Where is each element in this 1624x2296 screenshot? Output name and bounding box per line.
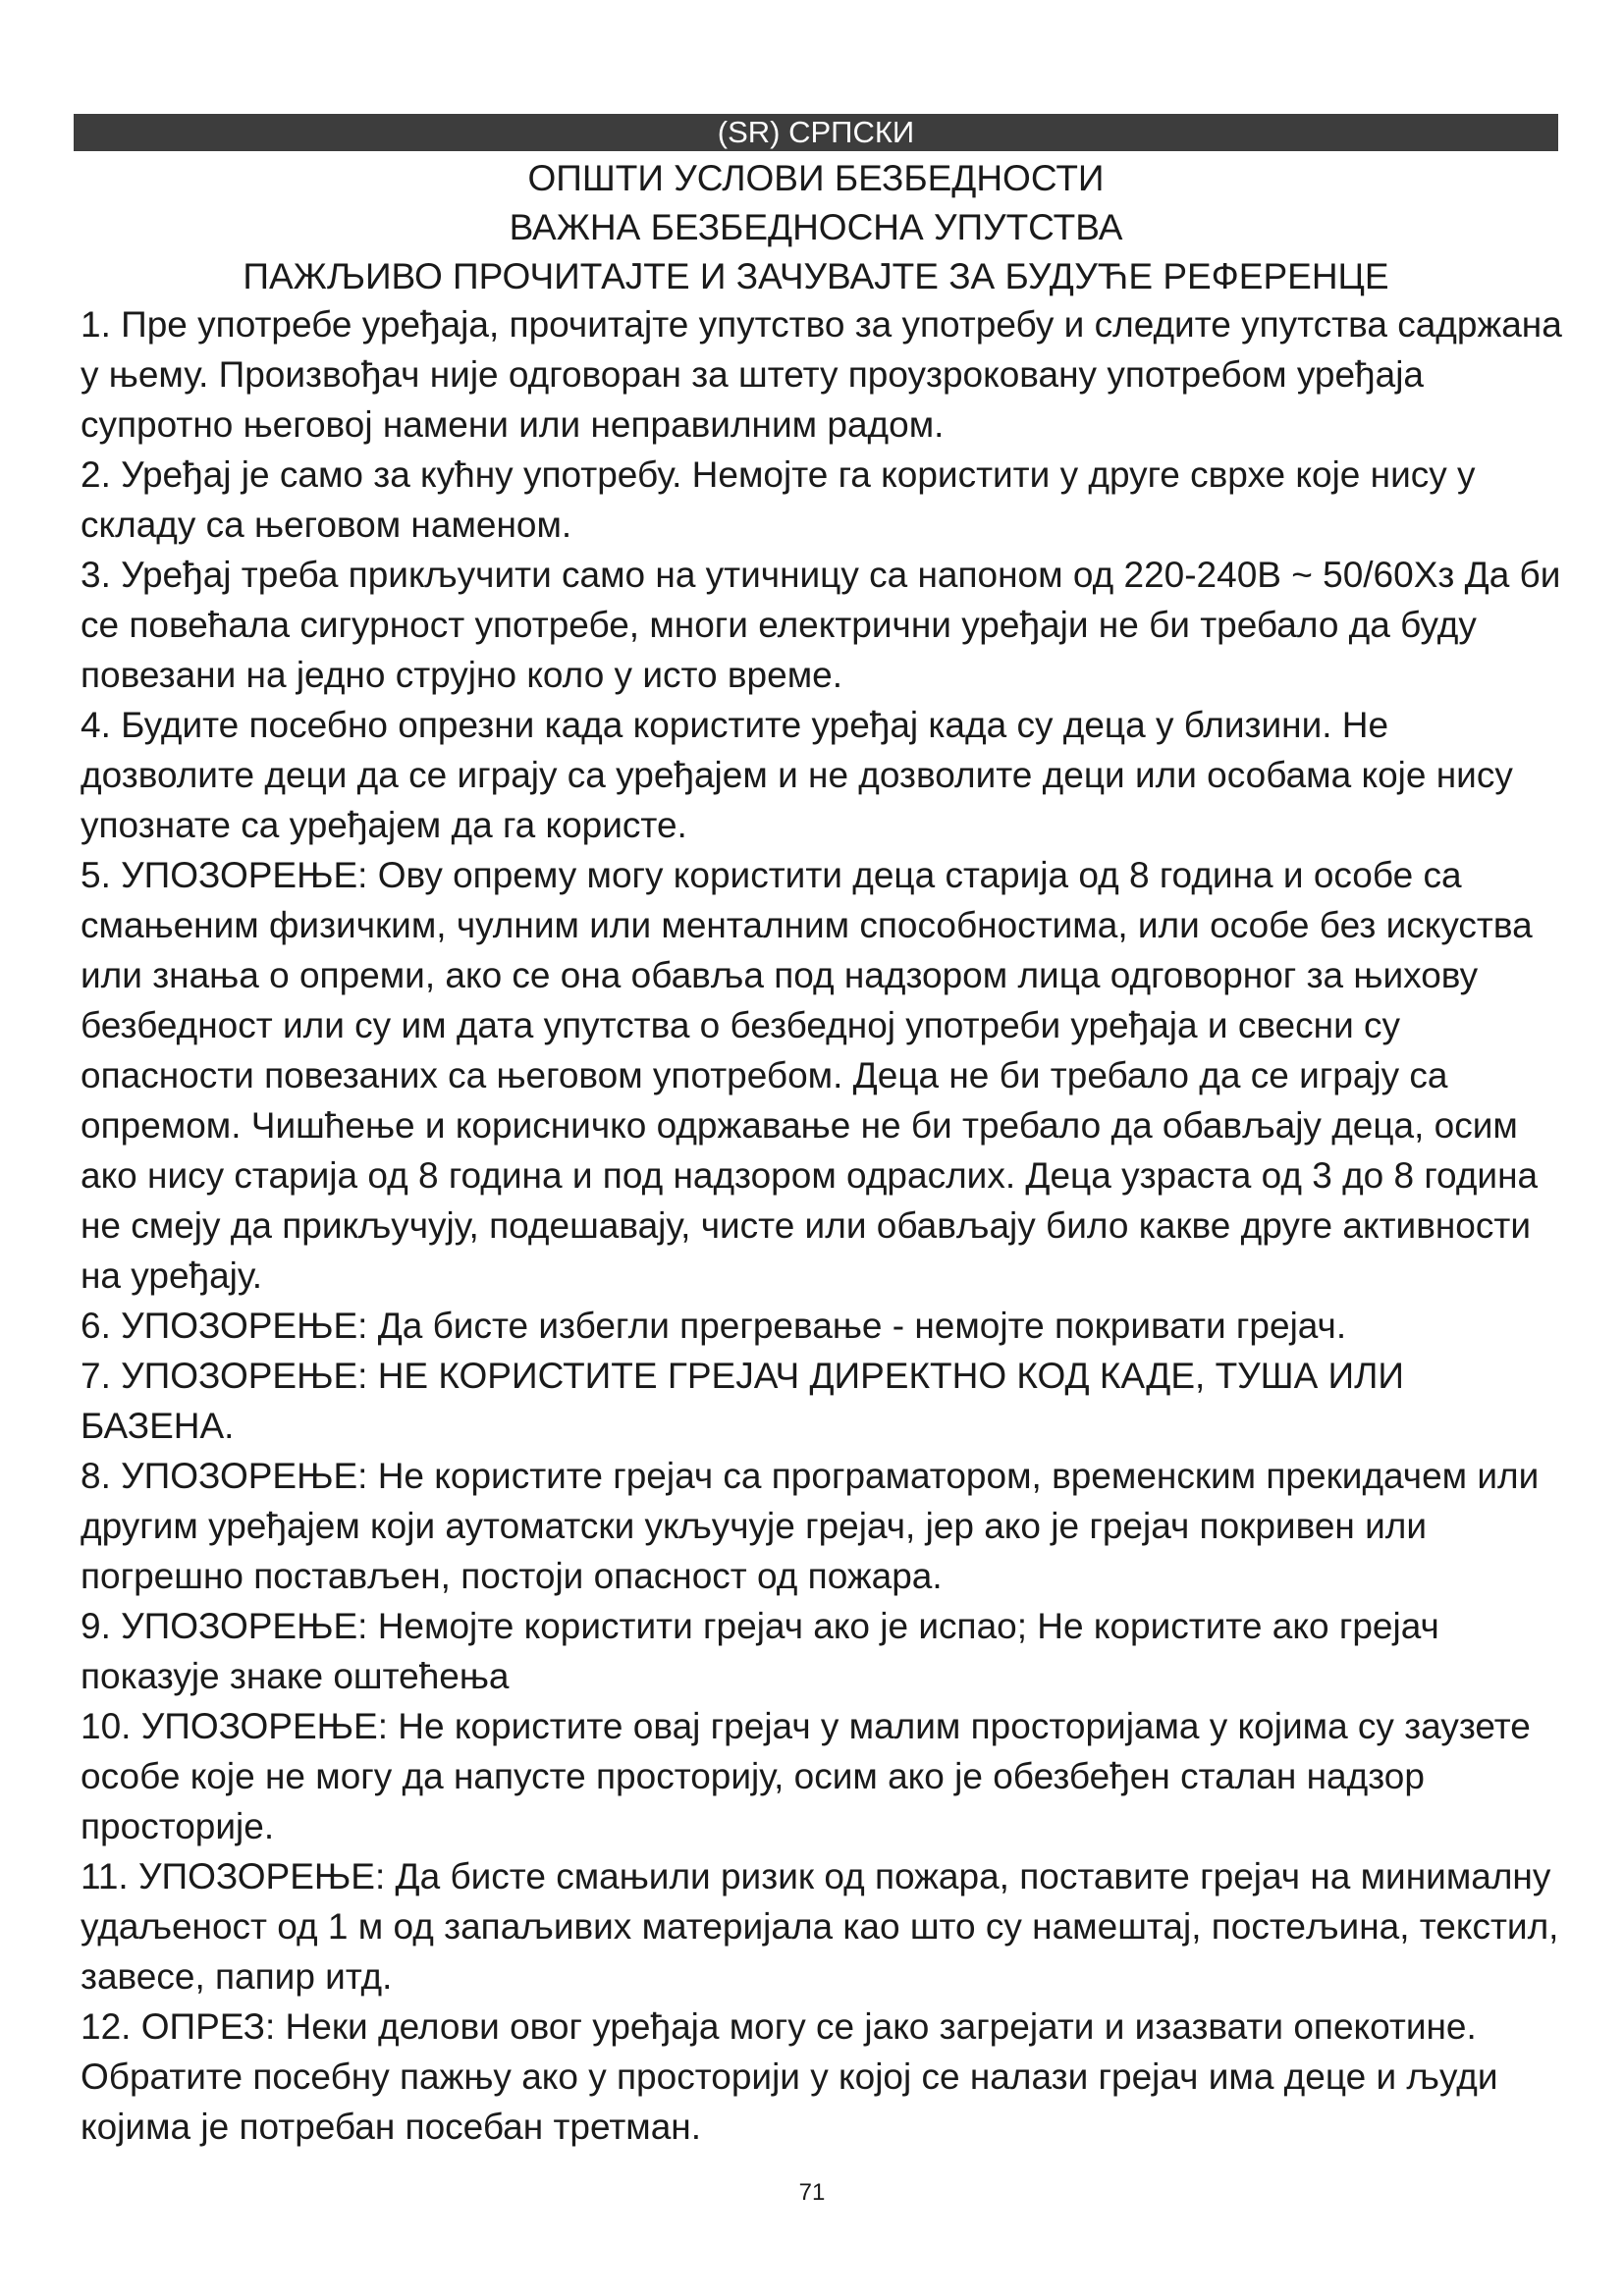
safety-item-4: 4. Будите посебно опрезни када користите уређај када су деца у близини. Не дозволите деци да се играју са уређајем и не дозволите деци или особама које нису упознате са уређајем да га користе. [81,705,1513,845]
safety-item-12: 12. ОПРЕЗ: Неки делови овог уређаја могу се јако загрејати и изазвати опекотине. Обратите посебну пажњу ако у просторији у којој се налази грејач има деце и људи којима је потребан посебан третман. [81,2006,1498,2147]
safety-item-3: 3. Уређај треба прикључити само на утичницу са напоном од 220-240В ~ 50/60Хз Да би се повећала сигурност употребе, многи електрични уређаји не би требало да буду повезани на једно струјно коло у исто време. [81,555,1561,695]
safety-item-1: 1. Пре употребе уређаја, прочитајте упутство за употребу и следите упутства садржана у њему. Произвођач није одговоран за штету проузроковану употребом уређаја супротно његовој намени или неправилним радом. [81,304,1562,445]
safety-item-8: 8. УПОЗОРЕЊЕ: Не користите грејач са програматором, временским прекидачем или другим уређајем који аутоматски укључује грејач, јер ако је грејач покривен или погрешно постављен, постоји опасност од пожара. [81,1456,1540,1596]
page-title: ОПШТИ УСЛОВИ БЕЗБЕДНОСТИ [527,158,1105,198]
safety-item-7: 7. УПОЗОРЕЊЕ: НЕ КОРИСТИТЕ ГРЕЈАЧ ДИРЕКТНО КОД КАДЕ, ТУША ИЛИ БАЗЕНА. [81,1356,1405,1446]
safety-item-2: 2. Уређај је само за кућну употребу. Немојте га користити у друге сврхе које нису у складу са његовом наменом. [81,454,1476,545]
language-header-bar: (SR) СРПСКИ [74,114,1558,151]
read-instruction: ПАЖЉИВО ПРОЧИТАЈТЕ И ЗАЧУВАЈТЕ ЗА БУДУЋЕ РЕФЕРЕНЦЕ [243,256,1389,296]
safety-item-5: 5. УПОЗОРЕЊЕ: Ову опрему могу користити деца старија од 8 година и особе са смањеним физичким, чулним или менталним способностима, или особе без искуства или знања о опреми, ако се она обавља под надзором лица одговорног за њихову безбедност или су им дата упутства о безбедној употреби уређаја и свесни су опасности повезаних са његовом употребом. Деца не би требало да се играју са опремом. Чишћење и корисничко одржавање не би требало да обављају деца, осим ако нису старија од 8 година и под надзором одраслих. Деца узраста од 3 до 8 година не смеју да прикључују, подешавају, чисте или обављају било какве друге активности на уређају. [81,855,1539,1296]
page-number: 71 [798,2179,826,2206]
heading-block [74,154,1558,301]
safety-item-9: 9. УПОЗОРЕЊЕ: Немојте користити грејач ако је испао; Не користите ако грејач показује знаке оштећења [81,1606,1439,1696]
page-subtitle: ВАЖНА БЕЗБЕДНОСНА УПУТСТВА [509,207,1123,247]
safety-item-11: 11. УПОЗОРЕЊЕ: Да бисте смањили ризик од пожара, поставите грејач на минималну удаљеност од 1 м од запаљивих материјала као што су намештај, постељина, текстил, завесе, папир итд. [81,1856,1559,1997]
safety-item-10: 10. УПОЗОРЕЊЕ: Не користите овај грејач у малим просторијама у којима су заузете особе које не могу да напусте просторију, осим ако је обезбеђен сталан надзор просторије. [81,1706,1531,1846]
safety-instructions-list [81,299,1563,2152]
safety-item-6: 6. УПОЗОРЕЊЕ: Да бисте избегли прегревање - немојте покривати грејач. [81,1306,1347,1346]
